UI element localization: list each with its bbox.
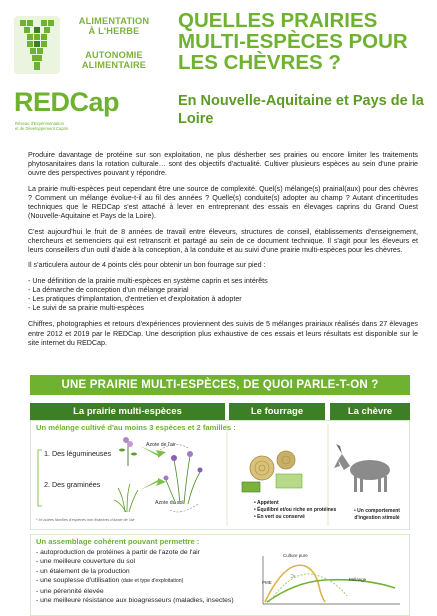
section-banner: UNE PRAIRIE MULTI-ESPÈCES, DE QUOI PARLE-T-ON ? (30, 375, 410, 395)
assembly-list (36, 548, 234, 605)
grass-plant-icon (114, 484, 138, 512)
mix-title: Un mélange cultivé d'au moins 3 espèces et 2 familles : (36, 423, 236, 432)
intro-paragraph-5: Chiffres, photographies et retours d'expériences proviennent des suivis de 5 mélanges prairiaux réalisés dans 27 élevages entre 2012 et 2019 par le REDCap. Une description plus exhaustive de ces essais et leurs résultats est disponible sur le site internet du REDCap. (28, 320, 418, 347)
assembly-item: - une meilleure résistance aux bioagresseurs (maladies, insectes) (36, 597, 234, 605)
column-header-prairie: La prairie multi-espèces (30, 403, 225, 420)
legumes-label: 1. Des légumineuses (44, 449, 112, 458)
brand-subtitle: Réseau d'Expérimentation et de Développement Caprin (15, 121, 69, 131)
production-curve-illustration (255, 552, 405, 610)
intro-paragraph-3: C'est aujourd'hui le fruit de 8 années de travail entre éleveurs, structures de conseil, établissements d'enseignement, chercheurs et semenciers qui est retranscrit et partagé au sein de ce document technique. Il s'agit pour les éleveurs et leurs conseillers d'un outil d'aide à la conception, à la conduite et au suivi d'une prairie multi-espèces pour les chèvres. (28, 227, 418, 254)
legume-plant-icon (119, 437, 137, 466)
grasses-label: 2. Des graminées (44, 480, 101, 489)
key-point: - Le suivi de sa prairie multi-espèces (28, 304, 144, 313)
column-header-chevre: La chèvre (330, 403, 410, 420)
chart-label-pme: PME (262, 580, 272, 585)
tagline-1: ALIMENTATION À L'HERBE (78, 16, 150, 36)
assembly-item: - un étalement de la production (36, 567, 130, 575)
key-point: - Une définition de la prairie multi-espèces en système caprin et ses intérêts (28, 277, 268, 286)
azote-sol-label: Azote du sol (155, 500, 184, 506)
tagline-2: AUTONOMIE ALIMENTAIRE (81, 50, 147, 70)
chevre-item: • Un comportement (354, 508, 400, 514)
key-points-list (28, 277, 418, 313)
chart-label-culture-pure: Culture pure (283, 553, 308, 558)
intro-paragraph-1: Produire davantage de protéine sur son exploitation, ne plus désherber ses prairies ou encore limiter les traitements phytosanitaires dans la rotation culturale… sont des objectifs d'actualité. Cultiver plusieurs espèces au sein d'une prairie ouvre des perspectives pouvant y répondre. (28, 151, 418, 178)
assembly-item: - autoproduction de protéines à partir de l'azote de l'air (36, 549, 200, 556)
intro-text (28, 151, 418, 354)
brand-name: REDCap (14, 87, 120, 117)
chevre-item: d'ingestion stimulé (354, 515, 400, 521)
assembly-title: Un assemblage cohérent pouvant permettre : (36, 537, 200, 546)
key-point: - La démarche de conception d'un mélange prairial (28, 286, 189, 295)
hay-bale-icon (242, 451, 302, 492)
key-point: - Les pratiques d'implantation, d'entretien et d'exploitation à adopter (28, 295, 242, 304)
goat-icon (334, 444, 390, 492)
assembly-item: - une souplesse d'utilisation (date et type d'exploitation) (36, 577, 184, 585)
fourrage-item: • Équilibré et/ou riche en protéines (254, 507, 337, 513)
redcap-logo (8, 10, 163, 135)
intro-paragraph-2: La prairie multi-espèces peut cependant être une source de complexité. Quel(s) mélange(s) prairial(aux) pour des chèvres ? Comment un mélange évolue-t-il au fil des années ? Quelle(s) conduite(s) adopter au champ ? Autant d'incertitudes techniques que le REDCap s'est attaché à lever en entreprenant des essais en élevages caprins du Grand Ouest (Nouvelle-Aquitaine et Pays de la Loire). (28, 184, 418, 221)
page-subtitle: En Nouvelle-Aquitaine et Pays de la Loire (178, 93, 424, 127)
column-header-fourrage: Le fourrage (229, 403, 325, 420)
azote-air-label: Azote de l'air (146, 442, 176, 448)
chart-label-melange: Mélange (349, 577, 367, 582)
fourrage-item: • En vert ou conservé (254, 514, 305, 520)
arrow-icon (140, 446, 166, 490)
assembly-item: - une meilleure couverture du sol (36, 558, 135, 566)
assembly-item: - une pérennité élevée (36, 587, 104, 595)
mixed-plant-icon (166, 456, 200, 504)
chevre-list (342, 508, 412, 522)
fourrage-item: • Appétent (254, 500, 279, 506)
intro-paragraph-4: Il s'articulera autour de 4 points clés pour obtenir un bon fourrage sur pied : (28, 261, 266, 270)
goat-logo-icon (8, 10, 66, 80)
footnote: * Ici autres familles d'espèces non fixatrices d'azote de l'air (36, 518, 135, 522)
fourrage-list (254, 500, 336, 521)
page-title: QUELLES PRAIRIES MULTI-ESPÈCES POUR LES CHÈVRES ? (178, 9, 408, 74)
